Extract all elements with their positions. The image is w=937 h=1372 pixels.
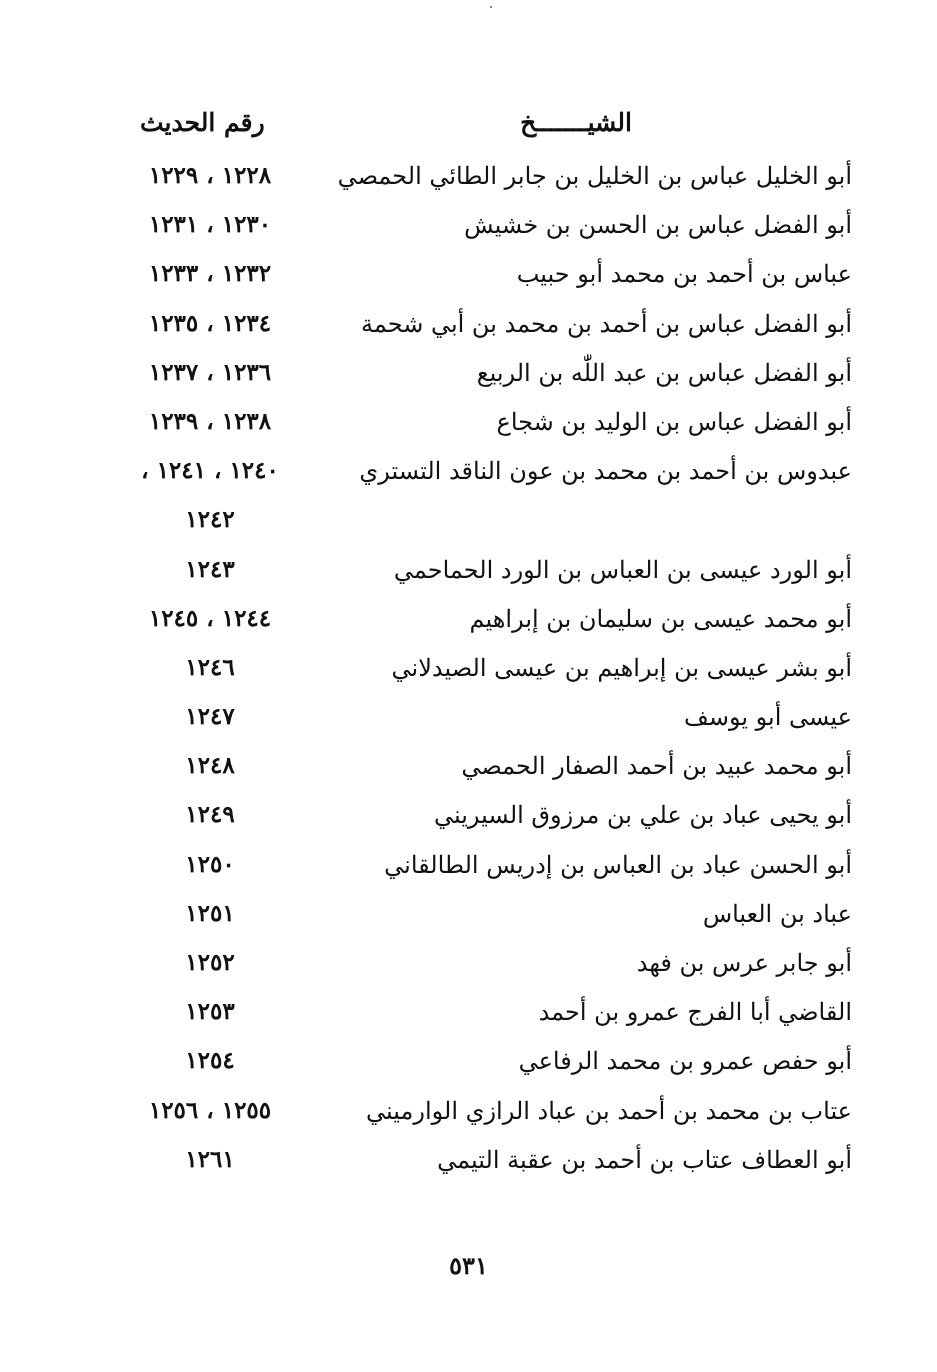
hadith-numbers: ١٢٤٦	[185, 653, 235, 681]
table-row	[100, 650, 852, 699]
hadith-numbers: ١٢٤٨	[185, 752, 235, 780]
top-mark	[490, 6, 492, 8]
table-row	[100, 355, 852, 404]
hadith-numbers: ١٢٥٤	[185, 1047, 235, 1075]
sheikh-name: أبو بشر عيسى بن إبراهيم بن عيسى الصيدلاني	[391, 653, 852, 682]
sheikh-name: أبو محمد عبيد بن أحمد الصفار الحمصي	[461, 752, 852, 781]
table-row	[100, 748, 852, 797]
table-row	[100, 1043, 852, 1092]
sheikh-name: أبو حفص عمرو بن محمد الرفاعي	[518, 1047, 852, 1076]
table-row	[100, 945, 852, 994]
table-row	[100, 207, 852, 256]
sheikh-name: عباس بن أحمد بن محمد أبو حبيب	[516, 260, 852, 289]
page-number: ٥٣١	[449, 1251, 488, 1280]
sheikh-name: عيسى أبو يوسف	[683, 703, 852, 732]
table-row	[100, 453, 852, 502]
hadith-numbers: ١٢٢٨ ، ١٢٢٩	[148, 162, 272, 189]
table-row	[100, 256, 852, 305]
hadith-numbers: ١٢٥٣	[185, 998, 235, 1026]
table-row	[100, 601, 852, 650]
sheikh-name: عبدوس بن أحمد بن محمد بن عون الناقد التستري	[359, 457, 852, 486]
hadith-numbers: ١٢٣٠ ، ١٢٣١	[148, 211, 272, 239]
hadith-numbers: ١٢٤٢	[185, 506, 235, 534]
sheikh-name: أبو الفضل عباس بن أحمد بن محمد بن أبي شحمة	[360, 309, 852, 338]
hadith-numbers: ١٢٤٤ ، ١٢٤٥	[148, 604, 272, 632]
sheikh-name: أبو العطاف عتاب بن أحمد بن عقبة التيمي	[437, 1145, 852, 1174]
sheikh-name: عتاب بن محمد بن أحمد بن عباد الرازي الوارميني	[366, 1096, 852, 1125]
hadith-numbers: ١٢٣٢ ، ١٢٣٣	[148, 260, 272, 288]
hadith-numbers: ١٢٦١	[185, 1145, 235, 1173]
table-row	[100, 847, 852, 896]
hadith-numbers: ١٢٥٠	[185, 850, 235, 878]
hadith-numbers: ١٢٣٤ ، ١٢٣٥	[148, 309, 272, 337]
sheikh-name: القاضي أبا الفرج عمرو بن أحمد	[538, 998, 852, 1027]
sheikh-name: أبو الحسن عباد بن العباس بن إدريس الطالقاني	[384, 850, 852, 879]
sheikh-name: أبو الخليل عباس بن الخليل بن جابر الطائي الحمصي	[337, 162, 852, 190]
table-row	[100, 404, 852, 453]
sheikh-name: أبو الورد عيسى بن العباس بن الورد الحماحمي	[393, 555, 852, 584]
index-table	[100, 158, 852, 1191]
column-headers	[100, 108, 852, 148]
sheikh-column-header: الشيـــــــخ	[520, 108, 632, 137]
table-row	[100, 699, 852, 748]
table-row	[100, 1093, 852, 1142]
sheikh-name: أبو الفضل عباس بن الحسن بن خشيش	[464, 211, 852, 240]
sheikh-name: أبو يحيى عباد بن علي بن مرزوق السيريني	[434, 801, 852, 830]
hadith-numbers: ١٢٥٢	[185, 949, 235, 976]
hadith-numbers: ١٢٣٦ ، ١٢٣٧	[148, 358, 272, 386]
hadith-numbers: ١٢٤٣	[185, 555, 235, 583]
table-row	[100, 306, 852, 355]
sheikh-name: أبو محمد عيسى بن سليمان بن إبراهيم	[469, 604, 852, 633]
sheikh-name: أبو الفضل عباس بن الوليد بن شجاع	[496, 407, 852, 436]
table-row	[100, 896, 852, 945]
table-row	[100, 994, 852, 1043]
sheikh-name: أبو جابر عرس بن فهد	[636, 949, 852, 977]
hadith-numbers: ١٢٤٩	[185, 801, 235, 829]
sheikh-name: أبو الفضل عباس بن عبد اللّٰه بن الربيع	[476, 358, 852, 387]
table-row	[100, 797, 852, 846]
hadith-numbers: ١٢٤٧	[185, 703, 235, 731]
table-row	[100, 552, 852, 601]
hadith-number-column-header: رقم الحديث	[140, 108, 265, 137]
hadith-numbers: ١٢٥٥ ، ١٢٥٦	[148, 1096, 272, 1124]
sheikh-name: عباد بن العباس	[702, 899, 852, 928]
hadith-numbers: ١٢٤٠ ، ١٢٤١ ،	[141, 457, 279, 485]
table-row	[100, 158, 852, 207]
table-row	[100, 502, 852, 551]
hadith-numbers: ١٢٣٨ ، ١٢٣٩	[148, 407, 272, 435]
table-row	[100, 1142, 852, 1191]
hadith-numbers: ١٢٥١	[185, 899, 235, 927]
